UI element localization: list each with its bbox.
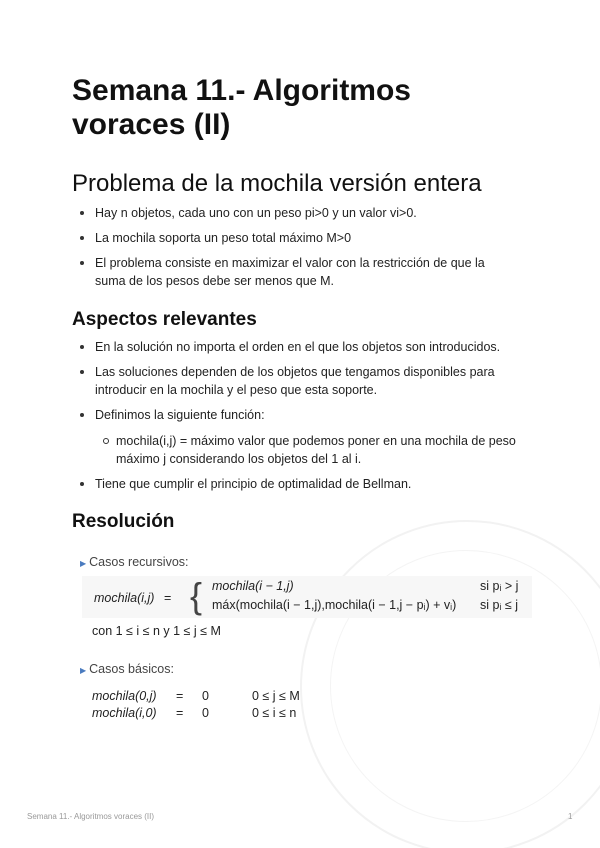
page-number: 1 [568,812,573,821]
bullet [80,261,84,265]
formula-case1: mochila(i − 1,j) [212,579,294,593]
formula-case2: máx(mochila(i − 1,j),mochila(i − 1,j − pᵢ) + vᵢ) [212,598,457,612]
bullet [80,482,84,486]
basic-label-text: Casos básicos: [89,662,174,676]
formula-lhs: mochila(i,j) [94,591,155,605]
sub-bullet [103,438,109,444]
list-item: La mochila soporta un peso total máximo M>0 [95,231,352,245]
formula-image [72,548,542,728]
basic-lhs: mochila(0,j) [92,689,157,703]
basic-val: 0 [202,689,209,703]
bullet [80,236,84,240]
triangle-bullet-icon: ▶ [80,666,87,675]
list-item: Tiene que cumplir el principio de optimalidad de Bellman. [95,477,412,491]
bullet [80,413,84,417]
section-heading-aspects: Aspectos relevantes [72,309,257,330]
list-item: Las soluciones dependen de los objetos que tengamos disponibles para [95,365,495,379]
footer-title: Semana 11.- Algoritmos voraces (II) [27,812,155,821]
list-item: Definimos la siguiente función: [95,408,265,422]
list-item: En la solución no importa el orden en el que los objetos son introducidos. [95,340,501,354]
formula-brace: { [190,575,203,616]
sub-list-item: mochila(i,j) = máximo valor que podemos poner en una mochila de peso [116,434,516,448]
list-item-cont: introducir en la mochila y el peso que esta soporte. [95,383,378,397]
basic-cond: 0 ≤ i ≤ n [252,706,297,720]
triangle-bullet-icon: ▶ [80,559,87,568]
basic-lhs: mochila(i,0) [92,706,157,720]
recursive-label-text: Casos recursivos: [89,555,189,569]
formula-cond1: si pᵢ > j [480,579,519,593]
list-item-cont: suma de los pesos debe ser menos que M. [95,274,335,288]
formula-eq: = [164,591,172,605]
bullet [80,345,84,349]
bullet [80,370,84,374]
formula-cond2: si pᵢ ≤ j [480,598,519,612]
bullet [80,211,84,215]
basic-cond: 0 ≤ j ≤ M [252,689,300,703]
basic-eq: = [176,706,184,720]
basic-eq: = [176,689,184,703]
basic-val: 0 [202,706,209,720]
page-title: Semana 11.- Algoritmos voraces (II) [72,74,411,141]
list-item: El problema consiste en maximizar el valor con la restricción de que la [95,256,485,270]
section-heading-resolution: Resolución [72,511,175,532]
basic-label [80,662,174,676]
section-heading-problem: Problema de la mochila versión entera [72,170,482,197]
formula-range: con 1 ≤ i ≤ n y 1 ≤ j ≤ M [92,624,221,638]
recursive-label [80,555,189,569]
list-item: Hay n objetos, cada uno con un peso pi>0 y un valor vi>0. [95,206,417,220]
sub-list-item-cont: máximo j considerando los objetos del 1 al i. [116,452,362,466]
